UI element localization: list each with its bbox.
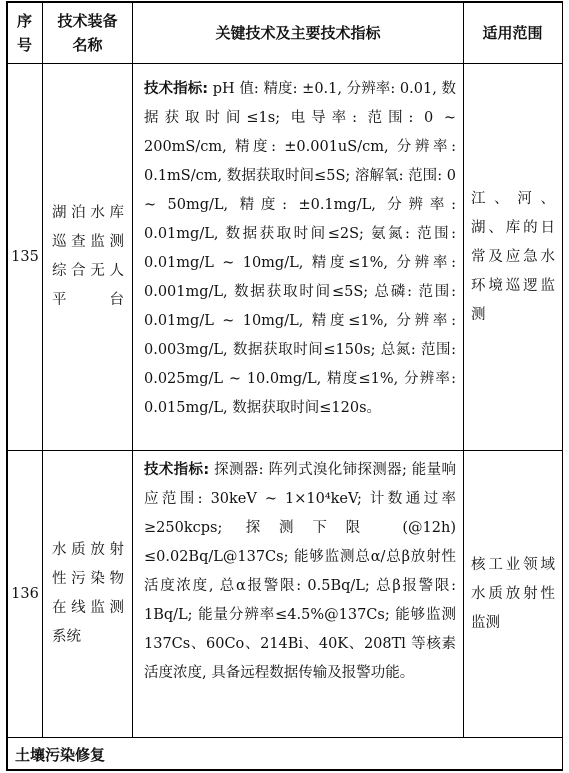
section-title-text: 土壤污染修复 — [15, 745, 106, 764]
row-135-scope — [471, 65, 555, 449]
header-name-text: 技术装备名称 — [57, 12, 118, 54]
header-no — [9, 5, 40, 61]
row-136-scope-text: 核工业领域水质放射性监测 — [471, 556, 555, 631]
border-header-bottom — [6, 63, 563, 64]
border-bottom — [6, 769, 563, 771]
row-135-spec — [144, 75, 456, 445]
border-row2-bottom — [6, 737, 563, 738]
row-136-name-text: 水质放射性污染物在线监测系统 — [52, 542, 124, 645]
border-right — [562, 1, 564, 771]
header-spec-text: 关键技术及主要技术指标 — [215, 24, 381, 42]
tech-table — [6, 1, 563, 771]
header-no-text: 序号 — [16, 12, 32, 54]
row-135-name-text: 湖泊水库巡查监测综合无人平台 — [52, 205, 124, 308]
row-136-no — [8, 452, 42, 736]
row-135-spec-text: pH 值: 精度: ±0.1, 分辨率: 0.01, 数据获取时间≤1s; 电导率: 范围: 0 ~ 200mS/cm, 精度: ±0.001uS/cm, 分辨率: 0.1mS/cm, 数据获取时间≤5S; 溶解氧: 范围: 0 ~ 50mg/L, 精度: ±0.1mg/L, 分辨率: 0.01mg/L, 数据获取时间≤2S; 氨氮: 范围: 0.01mg/L ~ 10mg/L, 精度≤1%, 分辨率: 0.001mg/L, 数据获取时间≤5S; 总磷: 范围: 0.01mg/L ~ 10mg/L, 精度≤1%, 分辨率: 0.003mg/L, 数据获取时间≤150s; 总氮: 范围: 0.025mg/L ~ 10.0mg/L, 精度≤1%, 分辨率: 0.015mg/L, 数据获取时间≤120s。 — [144, 81, 456, 416]
row-136-spec-text: 探测器: 阵列式溴化铈探测器; 能量响应范围: 30keV ~ 1×10⁴keV; 计数通过率≥250kcps; 探测下限 (@12h) ≤0.02Bq/L@137Cs; 能够监测总α/总β放射性活度浓度, 总α报警限: 0.5Bq/L; 总β报警限: 1Bq/L; 能量分辨率≤4.5%@137Cs; 能够监测 137Cs、60Co、214Bi、40K、208Tl 等核素活度浓度, 具备远程数据传输及报警功能。 — [144, 462, 456, 681]
row-135-name — [52, 65, 124, 449]
row-136-spec — [144, 456, 456, 736]
header-spec — [134, 5, 462, 61]
row-136-spec-label: 技术指标: — [144, 462, 210, 478]
row-136-no-text: 136 — [11, 585, 39, 602]
header-name — [44, 5, 131, 61]
row-135-no-text: 135 — [11, 248, 39, 265]
row-135-no — [8, 65, 42, 449]
header-scope — [465, 5, 560, 61]
section-title — [15, 739, 555, 769]
border-col3 — [463, 1, 464, 738]
row-135-scope-text: 江、河、湖、库的日常及应急水环境巡逻监测 — [471, 190, 555, 323]
row-136-scope — [471, 452, 555, 736]
header-scope-text: 适用范围 — [482, 24, 543, 42]
border-col2 — [132, 1, 133, 738]
border-col1 — [42, 1, 43, 738]
border-row1-bottom — [6, 450, 563, 451]
row-136-name — [52, 452, 124, 736]
border-top — [6, 1, 563, 3]
row-135-spec-label: 技术指标: — [144, 81, 209, 97]
